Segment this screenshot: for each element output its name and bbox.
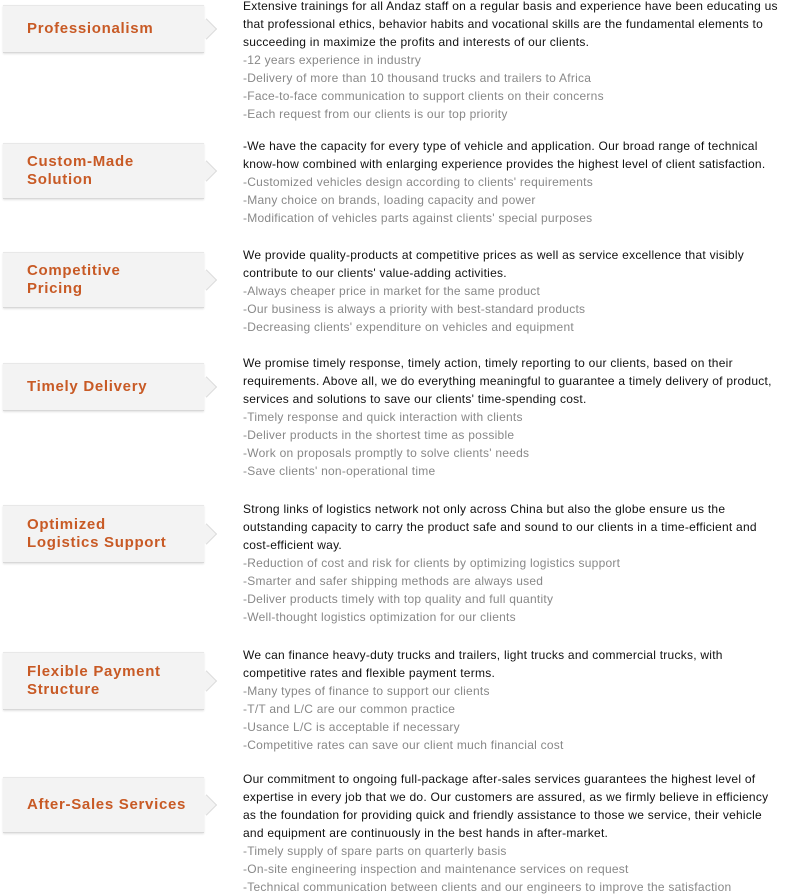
bullet-item: -Face-to-face communication to support clients on their concerns	[243, 89, 604, 103]
section-paragraph: -We have the capacity for every type of vehicle and application. Our broad range of technical know-how combined with enlarging experience provides the highest level of client satisfaction.	[243, 139, 766, 171]
bullet-item: -Technical communication between clients and our engineers to improve the satisfaction	[243, 880, 732, 894]
section-timely-delivery	[0, 354, 812, 484]
section-tag	[3, 777, 204, 833]
section-title: Flexible Payment Structure	[27, 663, 161, 698]
section-tag	[3, 652, 204, 710]
bullet-list	[243, 682, 812, 754]
bullet-item: -Many types of finance to support our clients	[243, 684, 490, 698]
bullet-item: -Deliver products in the shortest time as possible	[243, 428, 515, 442]
section-content	[243, 646, 812, 754]
bullet-item: -12 years experience in industry	[243, 53, 422, 67]
bullet-item: -Competitive rates can save our client much financial cost	[243, 738, 564, 752]
section-title: Competitive Pricing	[27, 262, 121, 297]
bullet-list	[243, 554, 812, 626]
section-custom-made	[0, 137, 812, 237]
section-content	[243, 246, 812, 336]
section-title: Custom-Made Solution	[27, 153, 134, 188]
bullet-item: -T/T and L/C are our common practice	[243, 702, 456, 716]
section-content	[243, 500, 812, 626]
bullet-item: -Each request from our clients is our top priority	[243, 107, 508, 121]
bullet-item: -Always cheaper price in market for the same product	[243, 284, 541, 298]
section-title: Timely Delivery	[27, 378, 148, 395]
bullet-item: -Our business is always a priority with best-standard products	[243, 302, 586, 316]
section-tag	[3, 5, 204, 53]
bullet-item: -On-site engineering inspection and maintenance services on request	[243, 862, 629, 876]
bullet-item: -Many choice on brands, loading capacity and power	[243, 193, 536, 207]
bullet-item: -Timely response and quick interaction with clients	[243, 410, 523, 424]
bullet-item: -Timely supply of spare parts on quarterly basis	[243, 844, 507, 858]
bullet-item: -Smarter and safer shipping methods are always used	[243, 574, 544, 588]
bullet-list	[243, 173, 812, 227]
section-professionalism	[0, 0, 812, 127]
bullet-item: -Decreasing clients' expenditure on vehicles and equipment	[243, 320, 574, 334]
bullet-item: -Work on proposals promptly to solve clients' needs	[243, 446, 530, 460]
bullet-item: -Delivery of more than 10 thousand trucks and trailers to Africa	[243, 71, 592, 85]
bullet-item: -Save clients' non-operational time	[243, 464, 436, 478]
section-optimized-logistics	[0, 500, 812, 630]
section-tag	[3, 505, 204, 563]
bullet-list	[243, 842, 812, 896]
section-flexible-payment	[0, 646, 812, 758]
section-after-sales	[0, 770, 812, 896]
section-paragraph: We can finance heavy-duty trucks and trailers, light trucks and commercial trucks, with competitive rates and flexible payment terms.	[243, 648, 723, 680]
section-tag	[3, 143, 204, 199]
bullet-item: -Modification of vehicles parts against clients' special purposes	[243, 211, 593, 225]
bullet-list	[243, 51, 812, 123]
section-tag	[3, 363, 204, 411]
section-content	[243, 0, 812, 123]
section-competitive-pricing	[0, 246, 812, 346]
section-content	[243, 354, 812, 480]
bullet-item: -Reduction of cost and risk for clients by optimizing logistics support	[243, 556, 621, 570]
bullet-list	[243, 282, 812, 336]
section-paragraph: Our commitment to ongoing full-package after-sales services guarantees the highest level of expertise in every job that we do. Our customers are assured, as we firmly believe in efficiency as the foundation for providing quick and friendly assistance to those we service, their vehicle and equipment are continuously in the best hands in after-market.	[243, 772, 769, 840]
section-paragraph: Extensive trainings for all Andaz staff on a regular basis and experience have been educating us that professional ethics, behavior habits and vocational skills are the fundamental elements to succeeding in maximize the profits and interests of our clients.	[243, 0, 778, 49]
bullet-item: -Customized vehicles design according to clients' requirements	[243, 175, 593, 189]
section-paragraph: Strong links of logistics network not only across China but also the globe ensure us the outstanding capacity to carry the product safe and sound to our clients in a time-efficient and cost-efficient way.	[243, 502, 757, 552]
section-title: After-Sales Services	[27, 796, 187, 813]
bullet-item: -Well-thought logistics optimization for our clients	[243, 610, 516, 624]
bullet-item: -Deliver products timely with top quality and full quantity	[243, 592, 554, 606]
bullet-item: -Usance L/C is acceptable if necessary	[243, 720, 460, 734]
section-paragraph: We promise timely response, timely action, timely reporting to our clients, based on their requirements. Above all, we do everything meaningful to guarantee a timely delivery of product, services and solutions to save our clients' time-spending cost.	[243, 356, 772, 406]
section-content	[243, 137, 812, 227]
section-title: Professionalism	[27, 20, 154, 37]
section-paragraph: We provide quality-products at competitive prices as well as service excellence that visibly contribute to our clients' value-adding activities.	[243, 248, 744, 280]
section-tag	[3, 252, 204, 308]
section-content	[243, 770, 812, 896]
bullet-list	[243, 408, 812, 480]
section-title: Optimized Logistics Support	[27, 516, 167, 551]
